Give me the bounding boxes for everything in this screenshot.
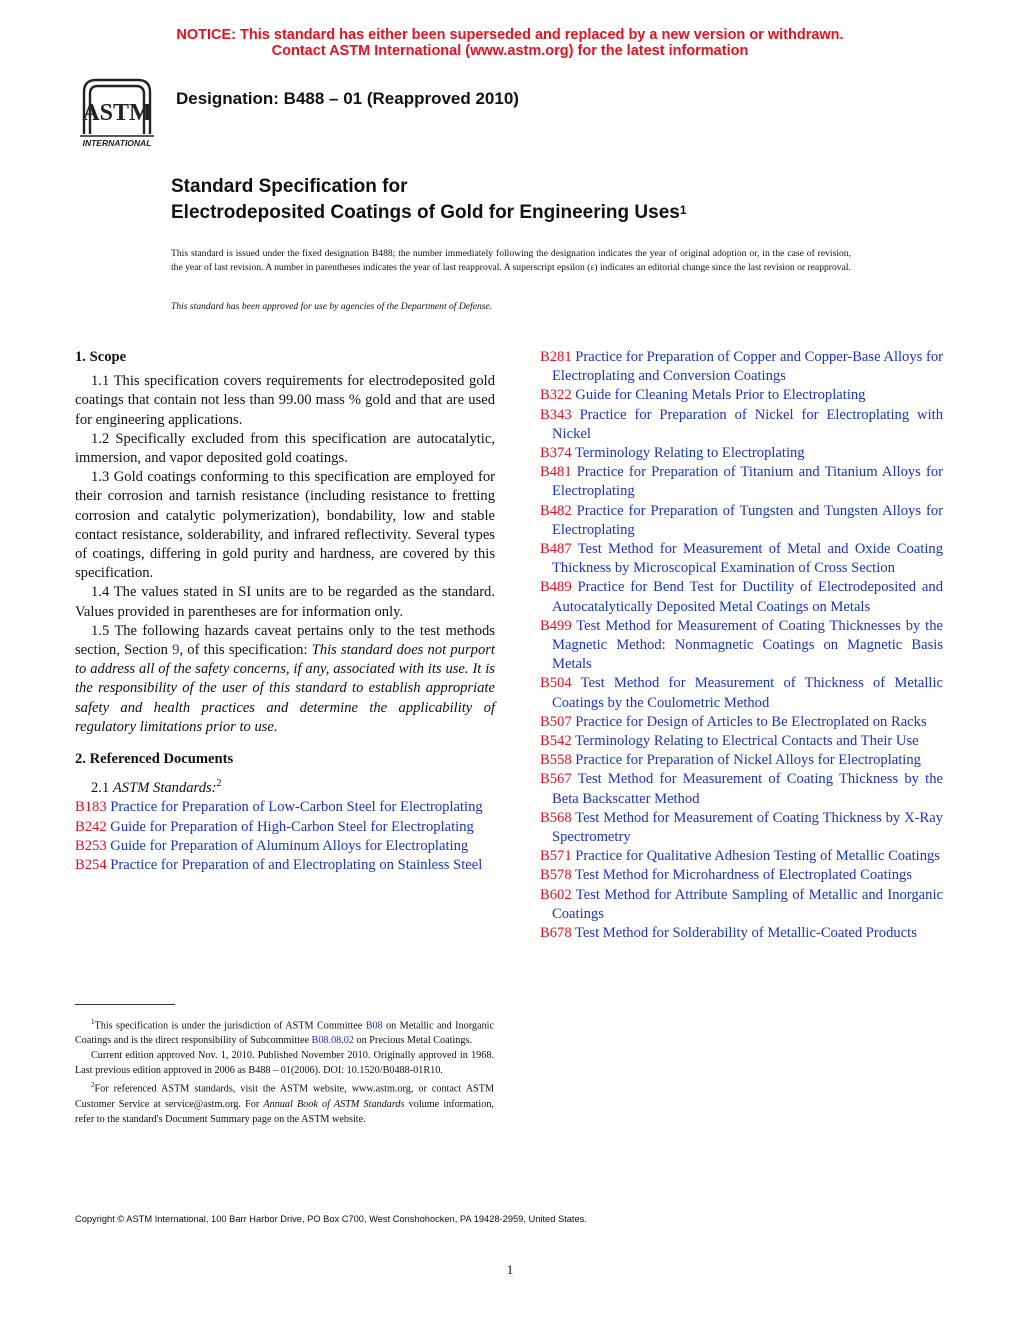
reference-title[interactable]: Practice for Qualitative Adhesion Testing of Metallic Coatings (575, 848, 940, 865)
reference-list-left (75, 798, 495, 875)
reference-code-link[interactable]: B568 (540, 809, 572, 826)
reference-code-link[interactable]: B558 (540, 752, 572, 769)
reference-code-link[interactable]: B322 (540, 387, 572, 404)
reference-item[interactable] (540, 713, 943, 732)
notice-line-2: Contact ASTM International (www.astm.org) for the latest information (271, 43, 749, 59)
reference-code-link[interactable]: B343 (540, 406, 572, 423)
title-footnote-marker: 1 (679, 203, 687, 217)
title-line-2: Electrodeposited Coatings of Gold for Engineering Uses$^1$ (171, 202, 687, 223)
reference-item[interactable] (540, 502, 943, 540)
reference-item[interactable] (540, 406, 943, 444)
reference-code-link[interactable]: B571 (540, 848, 572, 865)
reference-code-link[interactable]: B482 (540, 502, 572, 519)
reference-title[interactable]: Test Method for Solderability of Metallic-Coated Products (575, 925, 917, 942)
reference-code-link[interactable]: B602 (540, 886, 572, 903)
reference-item[interactable] (540, 386, 943, 405)
reference-title[interactable]: Test Method for Measurement of Metal and Oxide Coating Thickness by Microscopical Examination of Cross Section (552, 541, 944, 577)
reference-title[interactable]: Test Method for Measurement of Coating Thickness by X-Ray Spectrometry (552, 809, 943, 846)
right-column (540, 348, 943, 943)
section-1-heading: 1. Scope (75, 349, 127, 365)
section-2-heading: 2. Referenced Documents (75, 751, 234, 768)
page-number: 1 (506, 1262, 514, 1277)
reference-code-link[interactable]: B678 (540, 925, 572, 942)
logo-text: ASTM (82, 100, 152, 126)
reference-title[interactable]: Guide for Preparation of High-Carbon Steel for Electroplating (110, 818, 474, 835)
reference-code-link[interactable]: B507 (540, 713, 572, 730)
reference-title[interactable]: Practice for Bend Test for Ductility of Electrodeposited and Autocatalytically Deposited Metal Coatings on Metals (552, 579, 943, 615)
reference-item[interactable] (75, 837, 495, 856)
reference-code-link[interactable]: B567 (540, 771, 572, 788)
reference-item[interactable] (540, 348, 943, 386)
reference-code-link[interactable]: B183 (75, 799, 107, 816)
reference-code-link[interactable]: B254 (75, 856, 107, 873)
logo-subtext: INTERNATIONAL (82, 138, 152, 148)
reference-code-link[interactable]: B242 (75, 818, 107, 835)
title-line-1: Standard Specification for (171, 176, 408, 197)
reference-title[interactable]: Practice for Preparation of Low-Carbon Steel for Electroplating (110, 799, 483, 816)
notice-line-1: NOTICE: This standard has either been superseded and replaced by a new version or withdrawn. (176, 27, 844, 43)
reference-item[interactable] (540, 770, 943, 808)
reference-code-link[interactable]: B281 (540, 349, 572, 365)
reference-title[interactable]: Guide for Preparation of Aluminum Alloys for Electroplating (110, 837, 469, 854)
dod-approval-note: This standard has been approved for use by agencies of the Department of Defense. (171, 301, 493, 312)
reference-item[interactable] (540, 847, 943, 866)
para-1-4: 1.4 The values stated in SI units are to be regarded as the standard. Values provided in parentheses are for information only. (75, 584, 495, 620)
issuance-note: This standard is issued under the fixed designation B488; the number immediately following the designation indicates the year of original adoption or, in the case of revision, the year of last revision. A number in parentheses indicates the year of last reapproval. A superscript epsilon (ε) indicates an editorial change since the last revision or reapproval. (171, 248, 851, 273)
reference-item[interactable] (540, 809, 943, 847)
footnote-divider (75, 1004, 175, 1005)
section-9-link[interactable]: 9 (172, 642, 180, 659)
footnotes (75, 1015, 494, 1127)
reference-item[interactable] (540, 463, 943, 501)
reference-item[interactable] (75, 818, 495, 837)
para-1-3: 1.3 Gold coatings conforming to this specification are employed for their corrosion and tarnish resistance (including resistance to fretting corrosion and catalytic polymerization), bondability, low and stable contact resistance, solderability, and infrared reflectivity. Several types of coatings, differing in gold purity and hardness, are covered by this specification. (75, 469, 495, 582)
reference-title[interactable]: Practice for Preparation of Nickel Alloys for Electroplating (575, 752, 921, 769)
reference-code-link[interactable]: B374 (540, 445, 572, 462)
reference-item[interactable] (540, 444, 943, 463)
reference-title[interactable]: Practice for Design of Articles to Be Electroplated on Racks (575, 713, 927, 730)
para-1-2: 1.2 Specifically excluded from this specification are autocatalytic, immersion, and vapor deposited gold coatings. (75, 430, 495, 467)
committee-b08-link[interactable]: B08 (365, 1020, 383, 1032)
reference-item[interactable] (540, 886, 943, 924)
reference-code-link[interactable]: B253 (75, 837, 107, 854)
reference-title[interactable]: Practice for Preparation of Copper and Copper-Base Alloys for Electroplating and Conversion Coatings (552, 349, 943, 385)
reference-code-link[interactable]: B489 (540, 579, 572, 596)
reference-title[interactable]: Practice for Preparation of Tungsten and Tungsten Alloys for Electroplating (552, 502, 943, 538)
reference-title[interactable]: Test Method for Microhardness of Electroplated Coatings (575, 867, 912, 884)
reference-code-link[interactable]: B481 (540, 464, 572, 481)
astm-logo (76, 74, 158, 150)
reference-item[interactable] (540, 578, 943, 616)
reference-item[interactable] (540, 751, 943, 770)
reference-title[interactable]: Practice for Preparation of and Electroplating on Stainless Steel (110, 856, 483, 873)
withdrawal-notice (0, 27, 1020, 59)
footnote-1-edition: Current edition approved Nov. 1, 2010. Published November 2010. Originally approved in 1968. Last previous edition approved in 2006 as B488 – 01(2006). DOI: 10.1520/B0488-01R10. (75, 1050, 494, 1077)
reference-title[interactable]: Practice for Preparation of Nickel for Electroplating with Nickel (552, 406, 943, 442)
document-title (171, 174, 687, 226)
reference-title[interactable]: Guide for Cleaning Metals Prior to Electroplating (575, 387, 866, 404)
footnote-1: $^1$This specification is under the jurisdiction of ASTM Committee B08 on Metallic and Inorganic Coatings and is the direct responsibility of Subcommittee B08.08.02 on Precious Metal Coatings. (75, 1018, 494, 1047)
left-column (75, 348, 495, 875)
reference-title[interactable]: Test Method for Attribute Sampling of Metallic and Inorganic Coatings (552, 886, 943, 922)
reference-list-right (540, 348, 943, 943)
reference-item[interactable] (75, 798, 495, 817)
designation: Designation: B488 – 01 (Reapproved 2010) (176, 89, 519, 108)
footnote-2: $^2$For referenced ASTM standards, visit the ASTM website, www.astm.org, or contact ASTM Customer Service at service@astm.org. For Annual Book of ASTM Standards volume information, refer to the standard's Document Summary page on the ASTM website. (75, 1081, 494, 1125)
reference-item[interactable] (540, 866, 943, 885)
reference-item[interactable] (540, 924, 943, 943)
reference-item[interactable] (75, 856, 495, 875)
para-2-1: 2.1 ASTM Standards:$^2$ (91, 778, 222, 797)
reference-title[interactable]: Test Method for Measurement of Coating Thickness by the Beta Backscatter Method (552, 771, 943, 807)
copyright-line: Copyright © ASTM International, 100 Barr Harbor Drive, PO Box C700, West Conshohocken, PA 19428-2959, United States. (75, 1214, 587, 1224)
reference-title[interactable]: Terminology Relating to Electroplating (575, 445, 805, 462)
reference-code-link[interactable]: B499 (540, 617, 572, 634)
reference-code-link[interactable]: B578 (540, 867, 572, 884)
reference-code-link[interactable]: B487 (540, 541, 572, 558)
reference-item[interactable] (540, 617, 943, 675)
para-1-1: 1.1 This specification covers requirements for electrodeposited gold coatings that contain not less than 99.00 mass % gold and that are used for engineering applications. (75, 373, 495, 428)
subcommittee-link[interactable]: B08.08.02 (311, 1035, 354, 1047)
reference-item[interactable] (540, 674, 943, 712)
reference-item[interactable] (540, 540, 943, 578)
reference-title[interactable]: Practice for Preparation of Titanium and Titanium Alloys for Electroplating (552, 464, 944, 500)
reference-title[interactable]: Terminology Relating to Electrical Contacts and Their Use (575, 733, 919, 750)
reference-title[interactable]: Test Method for Measurement of Coating Thicknesses by the Magnetic Method: Nonmagnetic Coatings on Magnetic Basis Metals (552, 617, 943, 673)
para-1-5: 1.5 The following hazards caveat pertains only to the test methods section, Section 9, of this specification: This standard does not purport to address all of the safety concerns, if any, associated with its use. It is the responsibility of the user of this standard to establish appropriate safety and health practices and determine the applicability of regulatory limitations prior to use. (75, 622, 495, 735)
reference-item[interactable] (540, 732, 943, 751)
reference-title[interactable]: Test Method for Measurement of Thickness of Metallic Coatings by the Coulometric Method (552, 675, 943, 711)
reference-code-link[interactable]: B504 (540, 675, 572, 692)
reference-code-link[interactable]: B542 (540, 733, 572, 750)
